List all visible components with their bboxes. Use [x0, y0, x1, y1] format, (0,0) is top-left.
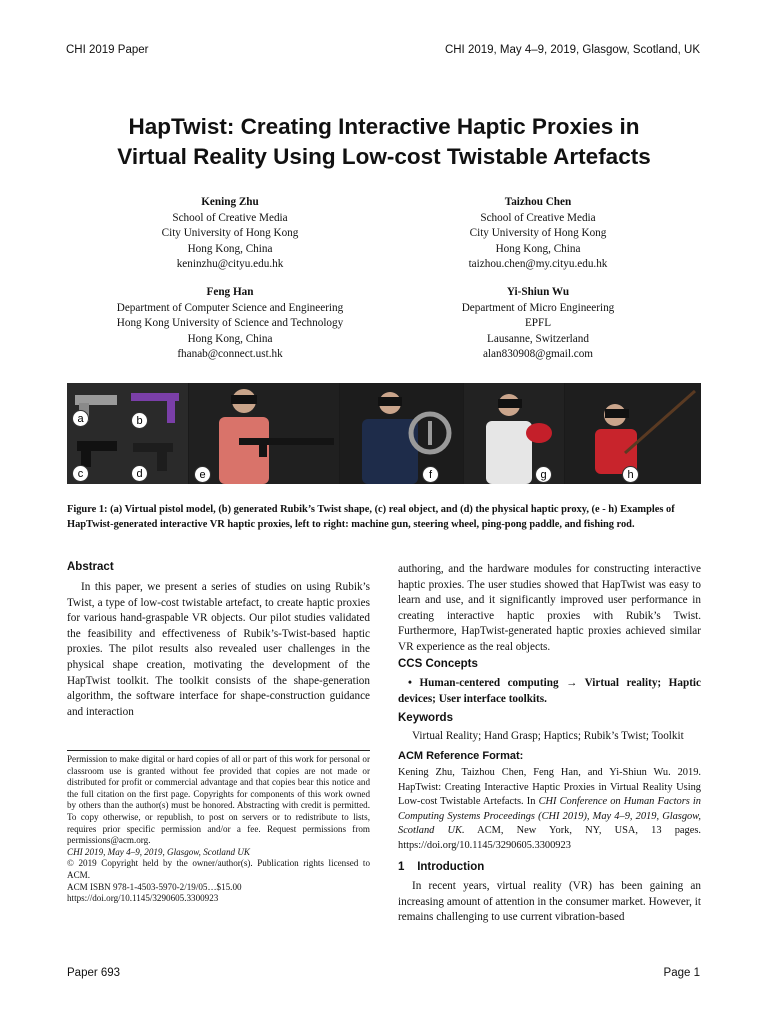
author-email[interactable]: fhanab@connect.ust.hk: [177, 348, 283, 360]
figure-1-image: [67, 383, 701, 484]
title-line-1: HapTwist: Creating Interactive Haptic Proxies in: [128, 114, 640, 139]
author-affiliation: Department of Micro Engineering: [461, 301, 615, 314]
figure-caption-label: Figure 1:: [67, 504, 108, 515]
figure-label-h: h: [622, 466, 639, 483]
author-block-4: [388, 285, 688, 363]
author-location: Hong Kong, China: [187, 242, 273, 255]
permission-isbn: ACM ISBN 978-1-4503-5970-2/19/05…$15.00: [67, 881, 242, 892]
author-block-1: [80, 195, 380, 273]
figure-panel-ping-pong-paddle: [464, 383, 564, 484]
introduction-text: In recent years, virtual reality (VR) has been gaining an increasing amount of attention in the consumer market. However, it remains challenging to use current vibration-based: [398, 880, 701, 924]
keywords-heading: Keywords: [398, 712, 453, 724]
author-block-3: [80, 285, 380, 363]
author-name: Feng Han: [206, 286, 254, 298]
running-head-left: CHI 2019 Paper: [66, 44, 149, 56]
permission-doi[interactable]: https://doi.org/10.1145/3290605.3300923: [67, 893, 219, 904]
keywords-text: Virtual Reality; Hand Grasp; Haptics; Rubik’s Twist; Toolkit: [412, 730, 684, 742]
reference-heading: ACM Reference Format:: [398, 750, 524, 762]
author-affiliation: Department of Computer Science and Engineering: [116, 301, 344, 314]
permission-text: Permission to make digital or hard copies of all or part of this work for personal or classroom use is granted without fee provided that copies are not made or distributed for profit or commercial advantage and that copies bear this notice and the full citation on the first page. Copyrights for components of this work owned by others than the author(s) must be honored. Abstracting with credit is permitted. To copy otherwise, or republish, to post on servers or to redistribute to lists, requires prior specific permission and/or a fee. Request permissions from permissions@acm.org.: [67, 754, 370, 846]
figure-label-d: d: [131, 465, 148, 482]
figure-panel-machine-gun: [189, 383, 339, 484]
title-line-2: Virtual Reality Using Low-cost Twistable Artefacts: [117, 144, 651, 169]
reference-text: [398, 766, 701, 853]
figure-label-b: b: [131, 412, 148, 429]
abstract-heading: Abstract: [67, 561, 114, 573]
figure-caption-text: (a) Virtual pistol model, (b) generated Rubik’s Twist shape, (c) real object, and (d) the physical haptic proxy, (e - h) Examples of HapTwist-generated interactive VR haptic proxies, left to right: machine gun, steering wheel, ping-pong paddle, and fishing rod.: [67, 504, 675, 531]
user-with-steering-wheel-illustration: [340, 383, 463, 484]
reference-venue: CHI Conference on Human Factors in Computing Systems Proceedings (CHI 2019), May 4–9, 2019, Glasgow, Scotland UK.: [398, 796, 702, 836]
abstract-text: In this paper, we present a series of studies on using Rubik’s Twist, a type of low-cost twistable artefact, to create haptic proxies for various hand-graspable VR objects. Our pilot studies validated the feasibility and effectiveness of Rubik’s-Twist-based haptic proxies. The pilot results also revealed user challenges in the physical shape creation, motivating the development of the HapTwist toolkit. The toolkit consists of the shape-generation algorithm, the software interface for shape-construction guidance and interaction: [67, 581, 370, 718]
author-affiliation: City University of Hong Kong: [469, 227, 607, 239]
author-location: Hong Kong, China: [495, 242, 581, 255]
author-name: Taizhou Chen: [504, 196, 572, 208]
figure-label-f: f: [422, 466, 439, 483]
figure-panel-steering-wheel: [340, 383, 463, 484]
author-affiliation: City University of Hong Kong: [161, 227, 299, 239]
abstract-continuation: authoring, and the hardware modules for constructing interactive haptic proxies. The user studies showed that HapTwist was easy to learn and use, and it significantly improved user performance in creating interactive haptic proxies with Rubik’s Twist. Furthermore, HapTwist-generated haptic proxies achieved similar VR experience as the real objects.: [398, 563, 701, 653]
reference-authors: Kening Zhu, Taizhou Chen, Feng Han, and Yi-Shiun Wu. 2019. HapTwist: Creating Interactive Haptic Proxies in Virtual Reality Using Low-cost Twistable Artefacts. In: [398, 767, 701, 807]
figure-label-g: g: [535, 466, 552, 483]
author-affiliation: School of Creative Media: [172, 211, 288, 224]
author-email[interactable]: taizhou.chen@my.cityu.edu.hk: [468, 258, 608, 270]
figure-caption: [67, 502, 701, 532]
footnote-rule: [67, 750, 370, 751]
figure-panel-objects: [67, 383, 188, 484]
paper-title: [40, 112, 728, 172]
user-with-machine-gun-illustration: [189, 383, 339, 484]
introduction-heading: [398, 861, 484, 873]
author-email[interactable]: alan830908@gmail.com: [482, 348, 594, 360]
footer-page-number: Page 1: [663, 967, 700, 979]
reference-rest: ACM, New York, NY, USA, 13 pages. https://doi.org/10.1145/3290605.3300923: [398, 825, 701, 851]
author-affiliation: Hong Kong University of Science and Technology: [116, 317, 344, 329]
author-location: Hong Kong, China: [187, 332, 273, 345]
permission-copyright: © 2019 Copyright held by the owner/author(s). Publication rights licensed to ACM.: [67, 858, 370, 880]
permission-venue: CHI 2019, May 4–9, 2019, Glasgow, Scotland UK: [67, 846, 250, 857]
figure-label-c: c: [72, 465, 89, 482]
ccs-heading: CCS Concepts: [398, 658, 478, 670]
author-name: Yi-Shiun Wu: [506, 286, 570, 298]
figure-label-a: a: [72, 410, 89, 427]
running-head-right: CHI 2019, May 4–9, 2019, Glasgow, Scotland, UK: [444, 44, 700, 56]
author-block-2: [388, 195, 688, 273]
footer-paper-number: Paper 693: [67, 967, 121, 979]
author-email[interactable]: keninzhu@cityu.edu.hk: [176, 258, 284, 270]
author-name: Kening Zhu: [201, 196, 259, 208]
figure-label-e: e: [194, 466, 211, 483]
author-affiliation: School of Creative Media: [480, 211, 596, 224]
section-number: 1: [398, 861, 405, 873]
author-affiliation: EPFL: [524, 317, 552, 329]
author-location: Lausanne, Switzerland: [487, 332, 589, 345]
ccs-text: • Human-centered computing → Virtual reality; Haptic devices; User interface toolkits.: [398, 677, 701, 705]
permission-notice: [67, 754, 370, 905]
section-title: Introduction: [417, 861, 485, 873]
figure-panel-fishing-rod: [565, 383, 701, 484]
